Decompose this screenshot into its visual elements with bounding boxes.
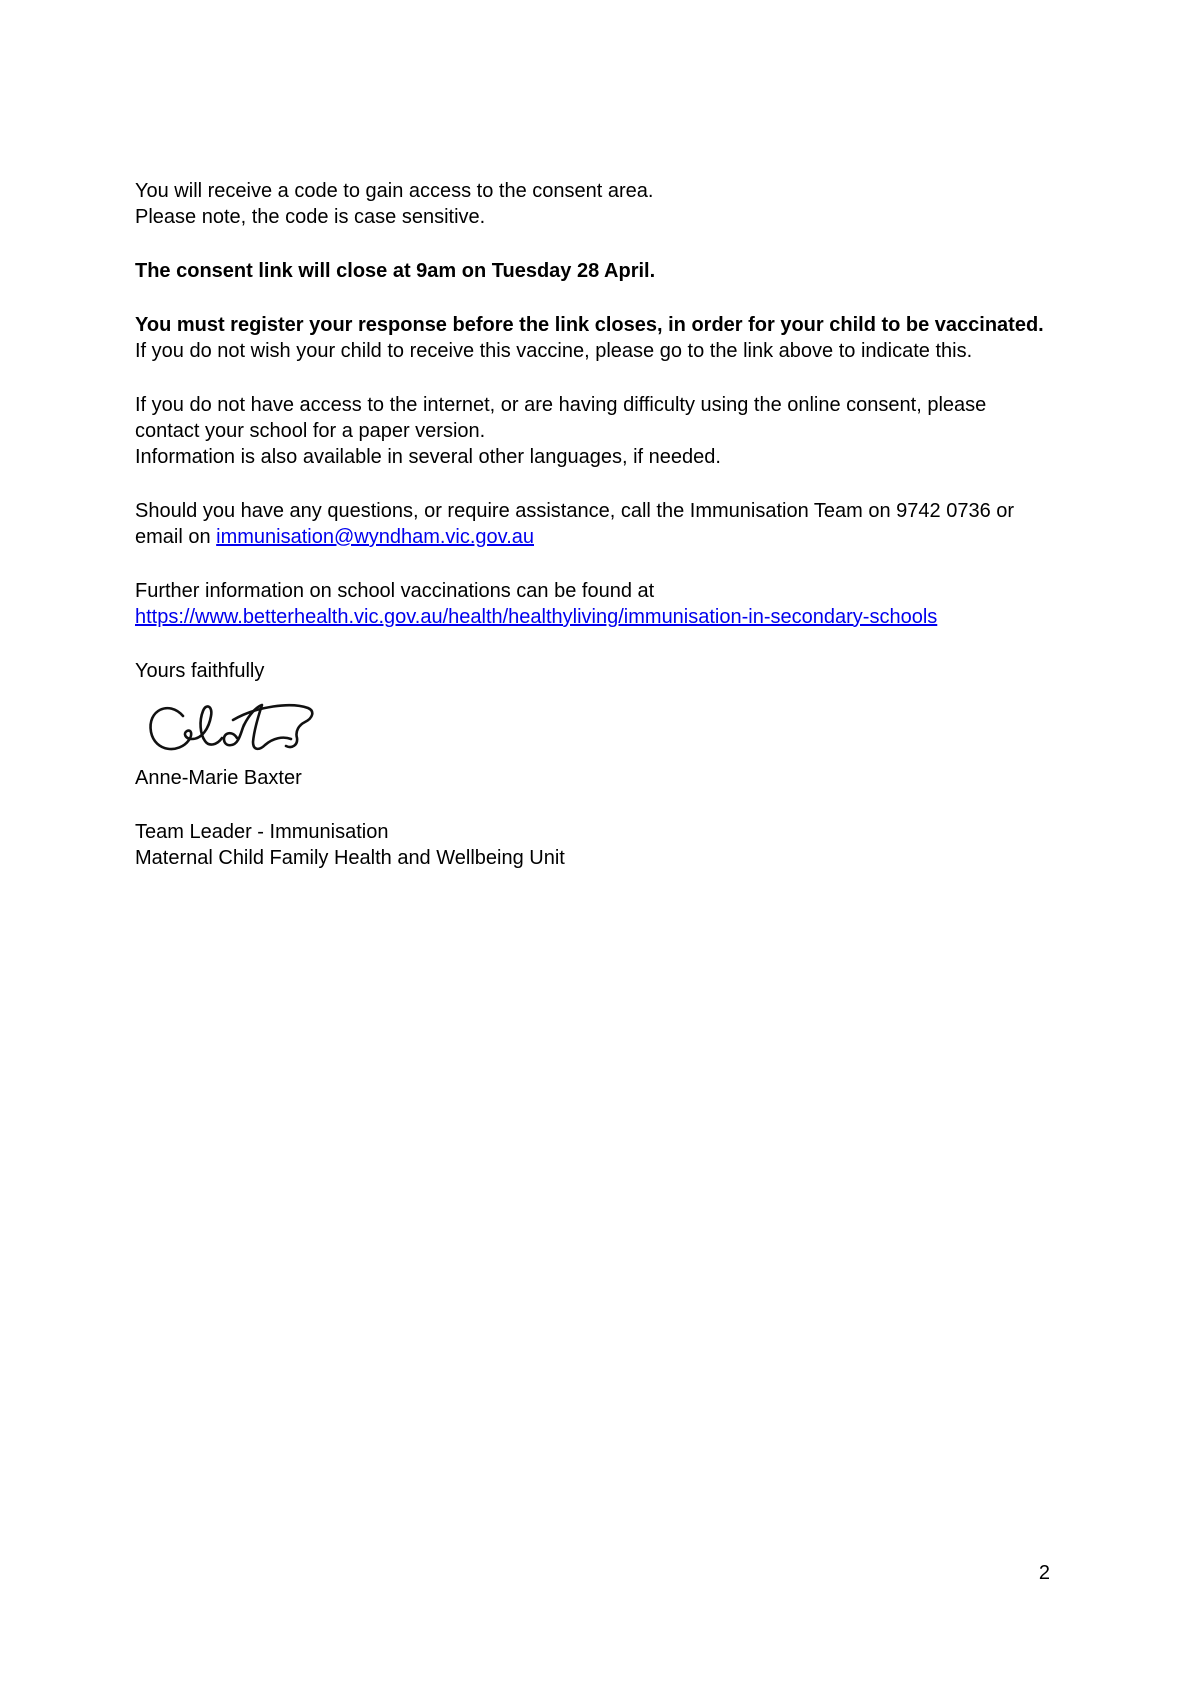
letter-body <box>135 178 1085 899</box>
paragraph-line: If you do not wish your child to receive this vaccine, please go to the link above to indicate this. <box>135 340 973 362</box>
paragraph-consent-close <box>135 258 1085 284</box>
paragraph-line: contact your school for a paper version. <box>135 420 486 442</box>
paragraph-line: Yours faithfully <box>135 660 265 682</box>
paragraph-line: Information is also available in several other languages, if needed. <box>135 446 721 468</box>
paragraph-register-response <box>135 312 1085 364</box>
paragraph-code-access <box>135 178 1085 230</box>
email-link[interactable]: immunisation@wyndham.vic.gov.au <box>216 526 534 548</box>
signatory-title: Team Leader - Immunisation <box>135 821 389 843</box>
paragraph-questions <box>135 498 1085 550</box>
betterhealth-url-link[interactable]: https://www.betterhealth.vic.gov.au/health/healthyliving/immunisation-in-secondary-schools <box>135 606 938 628</box>
paragraph-line: You will receive a code to gain access to the consent area. <box>135 180 654 202</box>
paragraph-line-bold: The consent link will close at 9am on Tuesday 28 April. <box>135 260 656 282</box>
signatory-unit: Maternal Child Family Health and Wellbeing Unit <box>135 847 565 869</box>
paragraph-no-internet <box>135 392 1085 470</box>
signature-image <box>135 698 1085 758</box>
paragraph-line <box>135 604 1085 630</box>
paragraph-line: Further information on school vaccinations can be found at <box>135 580 655 602</box>
closing-salutation <box>135 658 1085 684</box>
paragraph-line: Please note, the code is case sensitive. <box>135 206 486 228</box>
signatory-name: Anne-Marie Baxter <box>135 767 302 789</box>
page-number: 2 <box>1038 1562 1050 1584</box>
paragraph-line <box>135 524 1085 550</box>
email-prefix-text: email on <box>135 526 217 548</box>
paragraph-further-info <box>135 578 1085 630</box>
paragraph-line: If you do not have access to the internet, or are having difficulty using the online consent, please <box>135 394 987 416</box>
paragraph-line: Should you have any questions, or require assistance, call the Immunisation Team on 9742 0736 or <box>135 500 1015 522</box>
signatory-title-block <box>135 819 1085 871</box>
paragraph-line-bold: You must register your response before the link closes, in order for your child to be vaccinated. <box>135 314 1044 336</box>
